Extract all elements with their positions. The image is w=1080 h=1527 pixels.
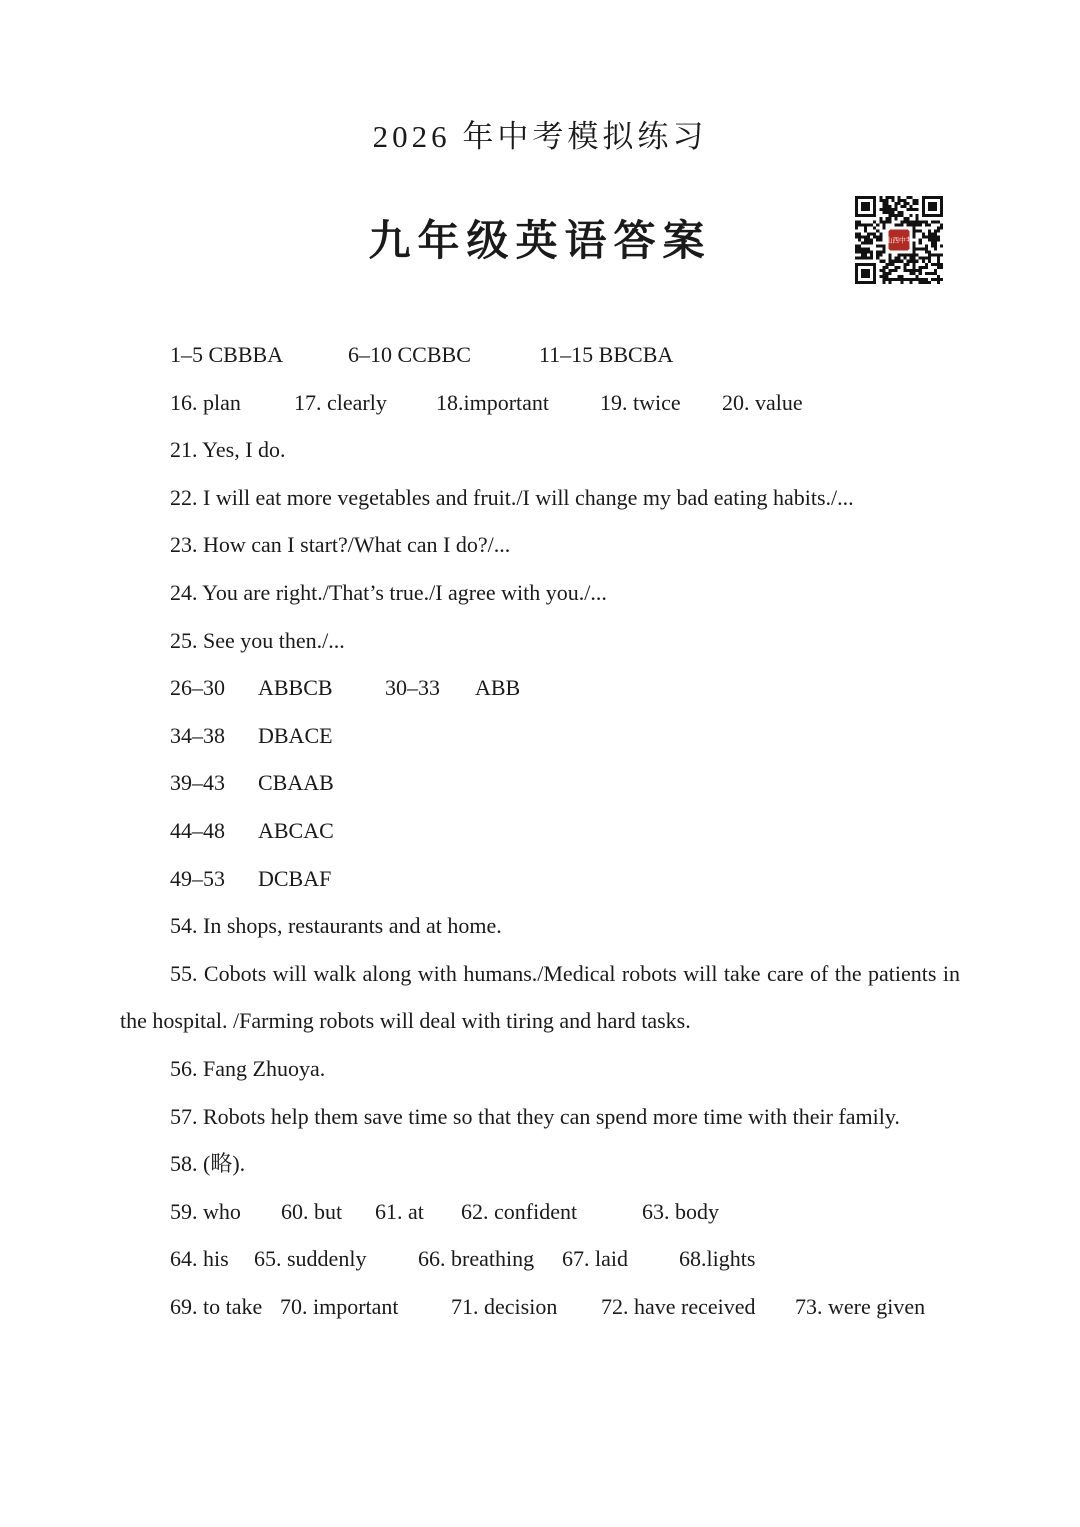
answer-72: 72. have received (601, 1293, 756, 1319)
answer-line-34-38 (120, 712, 960, 760)
answer-6-10: 6–10 CCBBC (348, 342, 471, 367)
answer-58: 58. (略). (170, 1151, 246, 1177)
answer-line-39-43 (120, 759, 960, 807)
answer-24: 24. You are right./That’s true./I agree with you./... (170, 579, 607, 605)
answer-30-33: ABB (475, 675, 521, 701)
answer-71: 71. decision (451, 1293, 558, 1319)
answer-line-64-68 (120, 1235, 960, 1283)
answer-59: 59. who (170, 1198, 241, 1224)
answer-range-30-33: 30–33 (385, 675, 440, 701)
answer-23: 23. How can I start?/What can I do?/... (170, 532, 511, 558)
answer-69: 69. to take (170, 1293, 263, 1319)
page-title: 2026 年中考模拟练习 (372, 119, 708, 154)
answer-line-69-73 (120, 1283, 960, 1331)
answer-39-43: CBAAB (258, 770, 334, 796)
answer-20: 20. value (722, 389, 803, 415)
answer-line-26-33 (120, 664, 960, 712)
page-subtitle: 九年级英语答案 (368, 219, 712, 265)
qr-code-icon (855, 196, 943, 284)
answer-range-44-48: 44–48 (170, 817, 225, 843)
qr-badge-text: 山西中考 (885, 236, 913, 245)
answer-line-59-63 (120, 1188, 960, 1236)
answer-61: 61. at (375, 1198, 424, 1224)
answer-62: 62. confident (461, 1198, 578, 1224)
answer-11-15: 11–15 BBCBA (539, 342, 674, 367)
answer-line-1-15 (120, 331, 960, 379)
answer-range-39-43: 39–43 (170, 770, 225, 796)
answer-19: 19. twice (600, 389, 681, 415)
answer-17: 17. clearly (294, 389, 387, 415)
answer-54: 54. In shops, restaurants and at home. (170, 913, 502, 939)
answer-34-38: DBACE (258, 722, 333, 748)
answer-line-44-48 (120, 807, 960, 855)
answer-70: 70. important (280, 1293, 399, 1319)
answer-44-48: ABCAC (258, 817, 334, 843)
answer-65: 65. suddenly (254, 1246, 367, 1272)
answer-22: 22. I will eat more vegetables and fruit./I will change my bad eating habits./... (170, 484, 854, 510)
answer-73: 73. were given (795, 1293, 926, 1319)
answer-25: 25. See you then./... (170, 627, 345, 653)
answer-18: 18.important (436, 389, 550, 415)
answer-line-49-53 (120, 855, 960, 903)
answer-21: 21. Yes, I do. (170, 437, 286, 463)
answer-63: 63. body (642, 1198, 719, 1224)
answer-line-16-20 (120, 379, 960, 427)
answer-57: 57. Robots help them save time so that they can spend more time with their family. (170, 1103, 900, 1129)
answer-67: 67. laid (562, 1246, 628, 1272)
answer-56: 56. Fang Zhuoya. (170, 1055, 326, 1081)
answer-list (120, 331, 960, 1330)
answer-64: 64. his (170, 1246, 229, 1272)
answer-range-49-53: 49–53 (170, 865, 225, 891)
answer-60: 60. but (281, 1198, 343, 1224)
answer-26-30: ABBCB (258, 675, 333, 701)
answer-66: 66. breathing (418, 1246, 535, 1272)
answer-55: 55. Cobots will walk along with humans./Medical robots will take care of the patients in the hospital. /Farming robots will deal with tiring and hard tasks. (120, 960, 960, 1034)
answer-range-34-38: 34–38 (170, 722, 225, 748)
answer-68: 68.lights (679, 1246, 756, 1272)
answer-49-53: DCBAF (258, 865, 332, 891)
answer-range-26-30: 26–30 (170, 675, 225, 701)
answer-1-5: 1–5 CBBBA (170, 342, 284, 367)
answer-16: 16. plan (170, 389, 241, 415)
